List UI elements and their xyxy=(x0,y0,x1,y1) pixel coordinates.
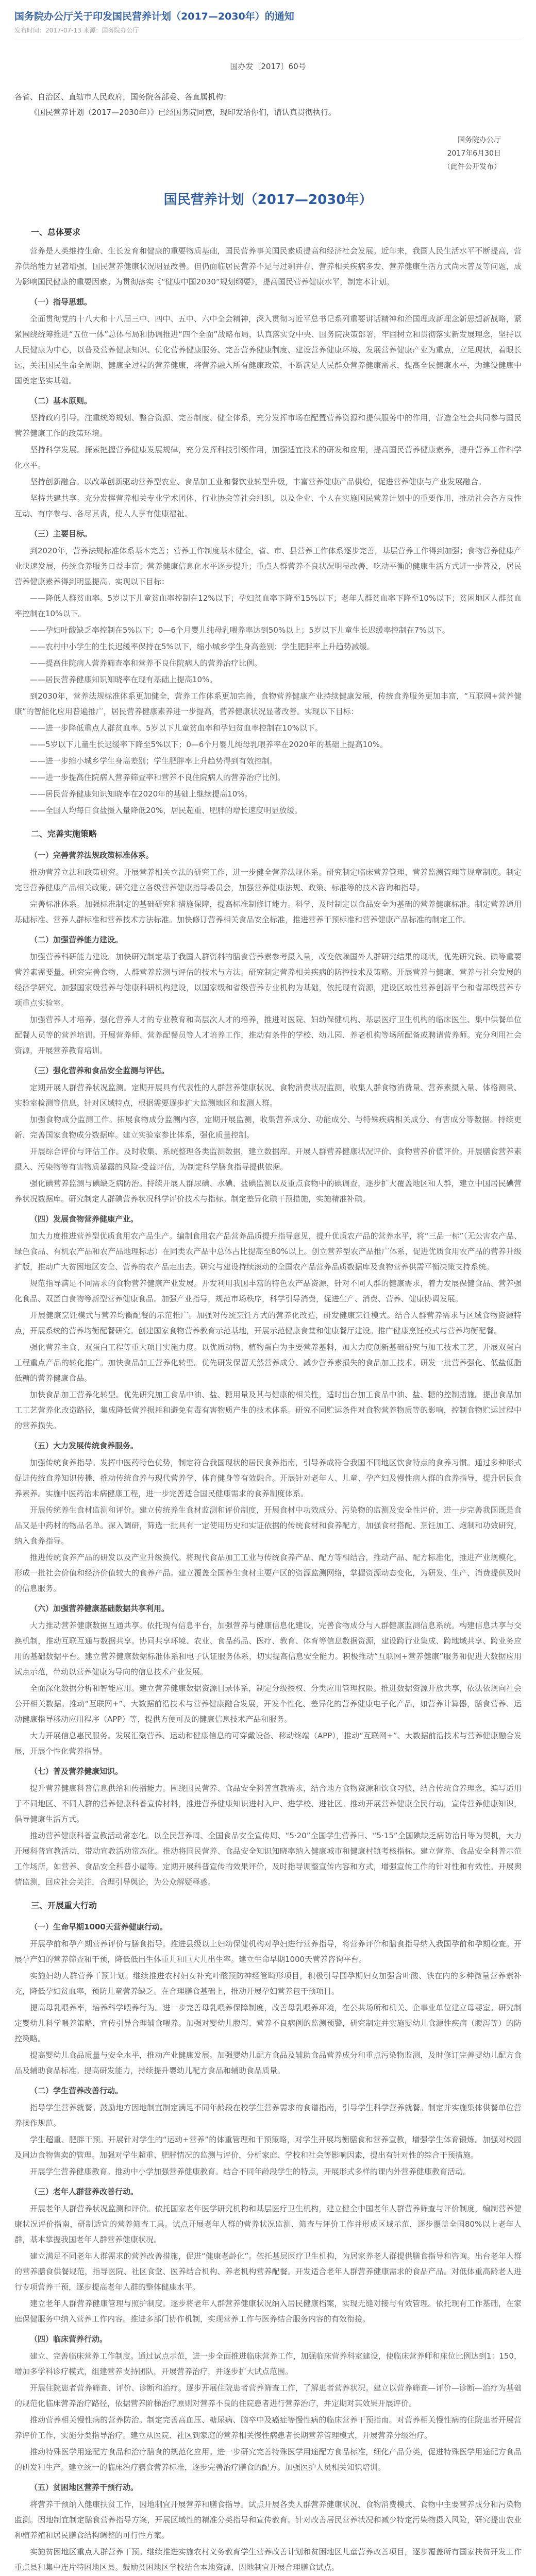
subsection-heading: （一）完善营养法规政策标准体系。 xyxy=(30,851,154,860)
body-paragraph: 坚持科学发展。探索把握营养健康发展规律，充分发挥科技引领作用，加强适宜技术的研发和应用，提高国民营养健康素养，提升营养工作科学化水平。 xyxy=(14,445,522,470)
body-paragraph: ——农村中小学生的生长迟缓率保持在5%以下，缩小城乡学生身高差别；学生肥胖率上升趋势减缓。 xyxy=(30,642,375,651)
subsection-heading: （四）临床营养行动。 xyxy=(30,2334,108,2344)
subsection-heading: （三）老年人群营养改善行动。 xyxy=(30,2187,139,2196)
body-paragraph: 提升营养健康科普信息供给和传播能力。围绕国民营养、食品安全科普宣教需求，结合地方食物资源和饮食习惯，结合传统食养理念，编写适用于不同地区、不同人群的营养健康科普宣传材料，推进营养健康知识进村入户、进学校、进社区。推动开展营养健康全民行动，宣传营养健康知识，倡导健康生活方式。 xyxy=(14,1784,522,1824)
body-paragraph: 开展健康烹饪模式与营养均衡配餐的示范推广。加强对传统烹饪方式的营养化改造，研发健康烹饪模式。结合人群营养需求与区域食物资源特点，开展系统的营养均衡配餐研究。创建国家食物营养教育示范基地，开展示范健康食堂和健康餐厅建设。推广健康烹饪模式与营养均衡配餐。 xyxy=(14,1311,522,1335)
signature-org: 国务院办公厅 xyxy=(458,136,501,144)
signature-date: 2017年6月30日 xyxy=(447,149,501,158)
body-paragraph: 提高母乳喂养率，培养科学喂养行为。进一步完善母乳喂养保障制度，改善母乳喂养环境，在公共场所和机关、企事业单位建立母婴室。研究制定婴幼儿科学喂养策略，宣传引导合理辅食喂养。加强对婴幼儿腹泻、营养不良病例的监测预警，研究制定并实施婴幼儿食源性疾病（腹泻等）的防控策略。 xyxy=(14,2003,522,2043)
body-paragraph: 建立、完善临床营养工作制度。通过试点示范，进一步全面推进临床营养工作，加强临床营养科室建设，使临床营养师和床位比例达到1：150，增加多学科诊疗模式，组建营养支持团队，开展营养治疗，并逐步扩大试点范围。 xyxy=(14,2351,522,2376)
body-paragraph: 加大力度推进营养型优质食用农产品生产。编制食用农产品营养品质提升指导意见，提升优质农产品的营养水平，将“三品一标”（无公害农产品、绿色食品、有机农产品和农产品地理标志）在同类农产品中总体占比提高至80%以上。创立营养型农产品推广体系，促进优质食用农产品的营养升级扩版，推动广大贫困地区安全、营养的农产品走出去。研究与建设持续滚动的全国农产品营养品质数据库及食物营养供需平衡决策支持系统。 xyxy=(14,1231,522,1272)
body-paragraph: 全面贯彻党的十八大和十八届三中、四中、五中、六中全会精神，深入贯彻习近平总书记系列重要讲话精神和治国理政新理念新思想新战略，紧紧围绕统筹推进“五位一体”总体布局和协调推进“四个全面”战略布局，认真落实党中央、国务院决策部署，牢固树立和贯彻落实新发展理念，坚持以人民健康为中心，以普及营养健康知识、优化营养健康服务、完善营养健康制度、建设营养健康环境、发展营养健康产业为重点，立足现状，着眼长远，关注国民生命全周期、健康全过程的营养健康，将营养融入所有健康政策，不断满足人民群众营养健康需求，提高全民健康水平，为建设健康中国奠定坚实基础。 xyxy=(14,314,522,385)
body-paragraph: 推动营养相关慢性病的营养防治。制定完善高血压、糖尿病、脑卒中及癌症等慢性病的临床营养干预指南。对营养相关慢性病的住院患者开展营养评价工作，实施分类指导治疗。建立从医院、社区到家庭的营养相关慢性病患者长期营养管理模式，开展营养分级治疗。 xyxy=(14,2415,522,2440)
subsection-heading: （四）发展食物营养健康产业。 xyxy=(30,1214,139,1224)
body-paragraph: 大力开展信息惠民服务。发展汇聚营养、运动和健康信息的可穿戴设备、移动终端（APP），推动“互联网+”、大数据前沿技术与营养健康融合发展，开展个性化营养指导。 xyxy=(14,1731,522,1756)
body-paragraph: 坚持创新融合。以改革创新驱动营养型农业、食品加工业和餐饮业转型升级，丰富营养健康产品供给，促进营养健康与产业发展融合。 xyxy=(30,477,487,486)
body-paragraph: 强化营养主食、双蛋白工程等重大项目实施力度。以优质动物、植物蛋白为主要营养基料，加大力度创新基础研究与加工技术工艺，开展双蛋白工程重点产品的转化推广。加快食品加工营养化转型。优先研发保留天然营养成分、减少营养素损失的食品加工技术。研发一批营养强化、低盐低脂低糖的营养健康食品。 xyxy=(14,1343,522,1383)
subsection-heading: （二）基本原则。 xyxy=(30,396,92,405)
body-paragraph: ——进一步缩小城乡学生身高差别；学生肥胖率上升趋势得到有效控制。 xyxy=(30,756,278,766)
body-paragraph: 坚持政府引导。注重统筹规划、整合资源、完善制度、健全体系，充分发挥市场在配置营养资源和提供服务中的作用，营造全社会共同参与国民营养健康工作的政策环境。 xyxy=(14,413,522,438)
body-paragraph: 营养是人类维持生命、生长发育和健康的重要物质基础，国民营养事关国民素质提高和经济社会发展。近年来，我国人民生活水平不断提高，营养供给能力显著增强，国民营养健康状况明显改善。但仍面临居民营养不足与过剩并存、营养相关疾病多发、营养健康生活方式尚未普及等问题，成为影响国民健康的重要因素。为贯彻落实《“健康中国2030”规划纲要》，提高国民营养健康水平，制定本计划。 xyxy=(14,246,522,286)
body-paragraph: 加强营养人才培养。强化营养人才的专业教育和高层次人才的培养，推进对医院、妇幼保健机构、基层医疗卫生机构的临床医生、集中供餐单位配餐人员等的营养培训。开展营养师、营养配餐员等人才培养工作，推动有条件的学校、幼儿园、养老机构等场所配备或聘请营养师。充分利用社会资源，开展营养教育培训。 xyxy=(14,1015,522,1055)
subsection-heading: （二）学生营养改善行动。 xyxy=(30,2086,123,2095)
subsection-heading: （三）强化营养和食品安全监测与评估。 xyxy=(30,1066,170,1075)
body-paragraph: 建立老年人群营养健康管理与照护制度。逐步将老年人群营养健康状况纳入居民健康档案，实现无缝对接与有效管理。依托现有工作基础，在家庭保健服务中纳入营养工作内容。推进多部门协作机制，实现营养工作与医养结合服务内容的有效衔接。 xyxy=(14,2299,522,2324)
body-paragraph: 学生超重、肥胖干预。开展针对学生的“运动+营养”的体重管理和干预策略，对学生开展均衡膳食和营养宣教，增强学生体育锻炼。加强对校园及周边食物售卖的管理。加强对学生超重、肥胖情况的监测与评价，分析家庭、学校和社会等影响因素，提出有针对性的综合干预措施。 xyxy=(14,2135,522,2160)
body-paragraph: ——进一步提高住院病人营养筛查率和营养不良住院病人的营养治疗比例。 xyxy=(30,773,286,782)
addressee: 各省、自治区、直辖市人民政府，国务院各部委、各直属机构： xyxy=(14,92,231,101)
body-paragraph: 加强食物成分监测工作。拓展食物成分监测内容，定期开展监测，收集营养成分、功能成分、与特殊疾病相关成分、有害成分等数据。持续更新、完善国家食物成分数据库。建立实验室参比体系，强化质量控制。 xyxy=(14,1115,522,1140)
body-paragraph: 开展学生营养健康教育。推动中小学加强营养健康教育。结合不同年龄段学生的特点，开展形式多样的课内外营养健康教育活动。 xyxy=(30,2167,471,2176)
body-paragraph: ——5岁以下儿童生长迟缓率下降至5%以下；0—6个月婴儿纯母乳喂养率在2020年的基础上提高10%。 xyxy=(30,740,388,749)
subsection-heading: （一）生命早期1000天营养健康行动。 xyxy=(30,1922,167,1931)
body-paragraph: 实施妇幼人群营养干预计划。继续推进农村妇女补充叶酸预防神经管畸形项目，积极引导围孕期妇女加强含叶酸、铁在内的多种微量营养素补充，降低孕妇贫血率，预防儿童营养缺乏。在合理膳食基础上，推动开展孕妇营养包干预项目。 xyxy=(14,1971,522,1996)
intro-paragraph: 《国民营养计划（2017—2030年）》已经国务院同意，现印发给你们，请认真贯彻执行。 xyxy=(30,108,336,117)
body-paragraph: 强化碘营养监测与碘缺乏病防治。持续开展人群尿碘、水碘、盐碘监测以及重点食物中的碘调查，逐步扩大覆盖地区和人群，建立中国居民碘营养状况数据库。研究制定人群碘营养状况科学评价技术与指标。制定差异化碘干预措施，实施精准补碘。 xyxy=(14,1179,522,1204)
body-paragraph: 规范指导满足不同需求的食物营养健康产业发展。开发利用我国丰富的特色农产品资源，针对不同人群的健康需求，着力发展保健食品、营养强化食品、双蛋白食物等新型营养健康食品。加强产业指导，规范市场秩序，科学引导消费，促进生产、消费、营养、健康协调发展。 xyxy=(14,1279,522,1303)
signature-note: （此件公开发布） xyxy=(443,163,501,171)
body-paragraph: 全面深化数据分析和智能应用。建立营养健康数据资源目录体系，制定分级授权、分类应用管理权限。推进数据资源开放共享，依法依规向社会公开相关数据。推动“互联网+”、大数据前沿技术与营养健康融合发展，开发个性化、差异化的营养健康电子化产品，如营养计算器，膳食营养、运动健康指导移动应用程序（APP）等，提供方便可及的健康信息技术产品和服务。 xyxy=(14,1684,522,1724)
body-paragraph: 大力推动营养健康数据互通共享。依托现有信息平台，加强营养与健康信息化建设，完善食物成分与人群健康监测信息系统。构建信息共享与交换机制，推动互联互通与数据共享。协同共享环境、农业、食品药品、医疗、教育、体育等信息数据资源，建设跨行业集成、跨地域共享、跨业务应用的基础数据平台。建立营养健康数据标准体系和电子认证服务体系，切实提高信息安全能力。积极推动“互联网+营养健康”服务和促进大数据应用试点示范，带动以营养健康为导向的信息技术产业发展。 xyxy=(14,1621,522,1676)
body-paragraph: 指导学生营养就餐。鼓励地方因地制宜制定满足不同年龄段在校学生营养需求的食谱指南，引导学生科学营养就餐。制定并实施集体供餐单位营养操作规范。 xyxy=(14,2103,522,2128)
plan-title: 国民营养计划（2017—2030年） xyxy=(163,192,373,208)
section-heading: 二、完善实施策略 xyxy=(31,829,97,839)
body-paragraph: ——进一步降低重点人群贫血率。5岁以下儿童贫血率和孕妇贫血率控制在10%以下。 xyxy=(30,723,323,733)
body-paragraph: ——居民营养健康知识知晓率在现有基础上提高10%。 xyxy=(30,675,217,684)
body-paragraph: 到2020年，营养法规标准体系基本完善；营养工作制度基本健全，省、市、县营养工作体系逐步完善，基层营养工作得到加强；食物营养健康产业快速发展，传统食养服务日益丰富；营养健康信息化水平逐步提升；重点人群营养不良状况明显改善，吃动平衡的健康生活方式进一步普及，居民营养健康素养得到明显提高。实现以下目标： xyxy=(14,546,522,586)
body-paragraph: 加快食品加工营养化转型。优先研究加工食品中油、盐、糖用量及其与健康的相关性，适时出台加工食品中油、盐、糖的控制措施。提出食品加工工艺营养化改造路径，集成降低营养损耗和避免有毒有害物质产生的技术体系。研究不同贮运条件对食物营养物质等的影响，控制食物贮运过程中的营养损失。 xyxy=(14,1390,522,1430)
body-paragraph: 到2030年，营养法规标准体系更加健全，营养工作体系更加完善，食物营养健康产业持续健康发展，传统食养服务更加丰富，“互联网+营养健康”的智能化应用普遍推广，居民营养健康素养进一步提高，营养健康状况显著改善。实现以下目标： xyxy=(14,691,522,716)
subsection-heading: （一）指导思想。 xyxy=(30,297,92,307)
subsection-heading: （二）加强营养能力建设。 xyxy=(30,935,123,944)
document-number: 国办发〔2017〕60号 xyxy=(230,62,306,71)
body-paragraph: ——降低人群贫血率。5岁以下儿童贫血率控制在12%以下；孕妇贫血率下降至15%以下；老年人群贫血率下降至10%以下；贫困地区人群贫血率控制在10%以下。 xyxy=(14,594,522,618)
body-paragraph: 建立满足不同老年人群需求的营养改善措施，促进“健康老龄化”。依托基层医疗卫生机构，为居家养老人群提供膳食指导和咨询。出台老年人群的营养膳食供餐规范，指导医院、社区食堂、医养结合机构、养老机构营养配餐。开发适合老年人群营养健康需求的食品产品。对低体重高龄老人进行专项营养干预，逐步提高老年人群的整体健康水平。 xyxy=(14,2251,522,2292)
subsection-heading: （三）主要目标。 xyxy=(30,529,92,538)
body-paragraph: ——居民营养健康知识知晓率在2020年的基础上继续提高10%。 xyxy=(30,789,253,799)
article-meta: 发布时间：2017-07-13 来源：国务院办公厅 xyxy=(14,27,139,34)
body-paragraph: ——提高住院病人营养筛查率和营养不良住院病人的营养治疗比例。 xyxy=(30,658,262,668)
body-paragraph: 坚持共建共享。充分发挥营养相关专业学术团体、行业协会等社会组织，以及企业、个人在实施国民营养计划中的重要作用，推动社会各方良性互动、有序参与、各尽其责，使人人享有健康福祉。 xyxy=(14,494,522,518)
body-paragraph: 开展住院患者营养筛查、评价、诊断和治疗。逐步开展住院患者营养筛查工作，了解患者营养状况。建立以营养筛查—评价—诊断—治疗为基础的规范化临床营养治疗路径，依据营养阶梯治疗原则对营养不良的住院患者进行营养治疗，并定期对其效果开展评价。 xyxy=(14,2383,522,2408)
body-paragraph: 开展传统养生食材监测和评价。建立传统养生食材监测和评价制度，开展食材中功效成分、污染物的监测及安全性评价，进一步完善我国既是食品又是中药材的物品名单。深入调研，筛选一批具有一定使用历史和实证依据的传统食材和食养配方，加强食材搭配、烹饪加工、炮制和功效研究，纳入食养指导。 xyxy=(14,1505,522,1546)
subsection-heading: （五）大力发展传统食养服务。 xyxy=(30,1441,139,1450)
body-paragraph: 推动营养健康科普宣教活动常态化。以全民营养周、全国食品安全宣传周、“5·20”全国学生营养日、“5·15”全国碘缺乏病防治日等为契机，大力开展科普宣教活动，带动宣教活动常态化。推动将国民营养、食品安全知识知晓率纳入健康城市和健康村镇考核指标。建立营养、食品安全科普示范工作场所，如营养、食品安全科普小屋等。定期开展科普宣传的效果评价，及时指导调整宣传内容和方式，增强宣传工作的针对性和有效性。开展舆情监测，回应社会关注，合理引导舆论，为公众解疑释惑。 xyxy=(14,1831,522,1887)
subsection-heading: （七）普及营养健康知识。 xyxy=(30,1767,123,1776)
body-paragraph: ——全国人均每日食盐摄入量降低20%，居民超重、肥胖的增长速度明显放缓。 xyxy=(30,806,303,815)
body-paragraph: 实施贫困地区重点人群营养干预。继续推进实施农村义务教育学生营养改善计划和贫困地区儿童营养改善项目，逐步覆盖所有国家扶贫开发工作重点县和集中连片特困地区县。鼓励贫困地区学校结合本地资源、因地制宜开展合理膳食试点。 xyxy=(14,2547,522,2572)
signature-block xyxy=(14,133,501,174)
body-paragraph: 推进传统食养产品的研发以及产业升级换代。将现代食品加工工业与传统食养产品、配方等相结合，推动产品、配方标准化，推进产业规模化，形成一批社会价值和经济价值较大的食养产品。建立覆盖全国养生食材主要产区的资源监测网络，掌握资源动态变化，为研发、生产、消费提供及时的信息服务。 xyxy=(14,1553,522,1593)
section-heading: 三、开展重大行动 xyxy=(31,1901,97,1910)
article-body xyxy=(14,224,522,2576)
body-paragraph: 加强传统食养指导。发挥中医药特色优势，制定符合我国现状的居民食养指南，引导养成符合我国不同地区饮食特点的食养习惯。通过多种形式促进传统食养知识传播，推动传统食养与现代营养学、体育健身等有效融合。开展针对老年人、儿童、孕产妇及慢性病人群的食养指导，提升居民食养素养。实施中医药治未病健康工程，进一步完善适合国民健康需求的食养制度体系。 xyxy=(14,1458,522,1498)
subsection-heading: （六）加强营养健康基础数据共享利用。 xyxy=(30,1604,170,1613)
body-paragraph: 提高婴幼儿食品质量与安全水平，推动产业健康发展。加强婴幼儿配方食品及辅助食品营养成分和重点污染物监测，及时修订完善婴幼儿配方食品及辅助食品标准。提高研发能力，持续提升婴幼儿配方食品和辅助食品质量。 xyxy=(14,2050,522,2075)
body-paragraph: 完善标准体系。加强标准制定的基础研究和措施保障，提高标准制修订能力。科学、及时制定以食品安全为基础的营养健康标准。制定营养通用基础标准、营养人群标准和营养技术方法标准。加快修订营养相关食品安全标准，推进营养干预标准和营养健康产品标准的制定工作。 xyxy=(14,900,522,924)
body-paragraph: 加强营养科研能力建设。加快研究制定基于我国人群资料的膳食营养素参考摄入量，改变依赖国外人群研究结果的现状，优先研究铁、碘等重要营养素需要量。研究完善食物、人群营养监测与评估的技术与方法。研究制定营养相关疾病的防控技术及策略。开展营养与健康、营养与社会发展的经济学研究。加强国家级营养与健康科研机构建设，以国家级和省级营养专业机构为基础，依托现有资源，建设区域性营养创新平台和省部级营养专项重点实验室。 xyxy=(14,952,522,1008)
body-paragraph: 开展孕前和孕产期营养评价与膳食指导。推进县级以上妇幼保健机构对孕妇进行营养指导，将营养评价和膳食指导纳入我国孕前和孕期检查。开展孕产妇的营养筛查和干预，降低低出生体重儿和巨大儿出生率。建立生命早期1000天营养咨询平台。 xyxy=(14,1939,522,1964)
body-paragraph: 将营养干预纳入健康扶贫工作，因地制宜开展营养和膳食指导。试点开展各类人群营养健康状况、食物消费模式、食物中主要营养成分和污染物监测。因地制宜制定膳食营养指导方案，开展区域性的精准分类指导和宣传教育。针对改善居民营养状况和减少特定污染物摄入风险，研究提出农业种植养殖和居民膳食结构调整的可行性方案。 xyxy=(14,2500,522,2540)
body-paragraph: 开展老年人群营养状况监测和评价。依托国家老年医学研究机构和基层医疗卫生机构，建立健全中国老年人群营养筛查与评价制度，编制营养健康状况评价指南，研制适宜的营养筛查工具。试点开展老年人群的营养状况监测、筛查与评价工作并形成区域示范，逐步覆盖全国80%以上老年人群，基本掌握我国老年人群营养健康状况。 xyxy=(14,2204,522,2244)
body-paragraph: 定期开展人群营养状况监测。定期开展具有代表性的人群营养健康状况、食物消费状况监测，收集人群食物消费量、营养素摄入量、体格测量、实验室检测等信息。针对区域特点，根据需要逐步扩大监测地区和监测人群。 xyxy=(14,1083,522,1108)
body-paragraph: 推动特殊医学用途配方食品和治疗膳食的规范化应用。进一步研究完善特殊医学用途配方食品标准，细化产品分类，促进特殊医学用途配方食品的研发和生产。建立统一的临床治疗膳食营养标准，逐步完善治疗膳食的配方。加强医护人员相关知识培训。 xyxy=(14,2447,522,2472)
body-paragraph: 开展综合评价与评估工作。及时收集、系统整理各类监测数据，建立数据库。开展人群营养健康状况评价、食物营养价值评价。开展膳食营养素摄入、污染物等有害物质暴露的风险-受益评估，为制定科学膳食指导提供依据。 xyxy=(14,1147,522,1172)
subsection-heading: （五）贫困地区营养干预行动。 xyxy=(30,2483,139,2492)
body-paragraph: 推动营养立法和政策研究。开展营养相关立法的研究工作，进一步健全营养法规体系。研究制定临床营养管理、营养监测管理等规章制度。制定完善营养健康产品相关政策。研究建立各级营养健康指导委员会，加强营养健康法规、政策、标准等的技术咨询和指导。 xyxy=(14,868,522,892)
article-title: 国务院办公厅关于印发国民营养计划（2017—2030年）的通知 xyxy=(14,11,294,22)
body-paragraph: ——孕妇叶酸缺乏率控制在5%以下；0—6个月婴儿纯母乳喂养率达到50%以上；5岁以下儿童生长迟缓率控制在7%以下。 xyxy=(30,625,450,635)
section-heading: 一、总体要求 xyxy=(31,227,81,237)
